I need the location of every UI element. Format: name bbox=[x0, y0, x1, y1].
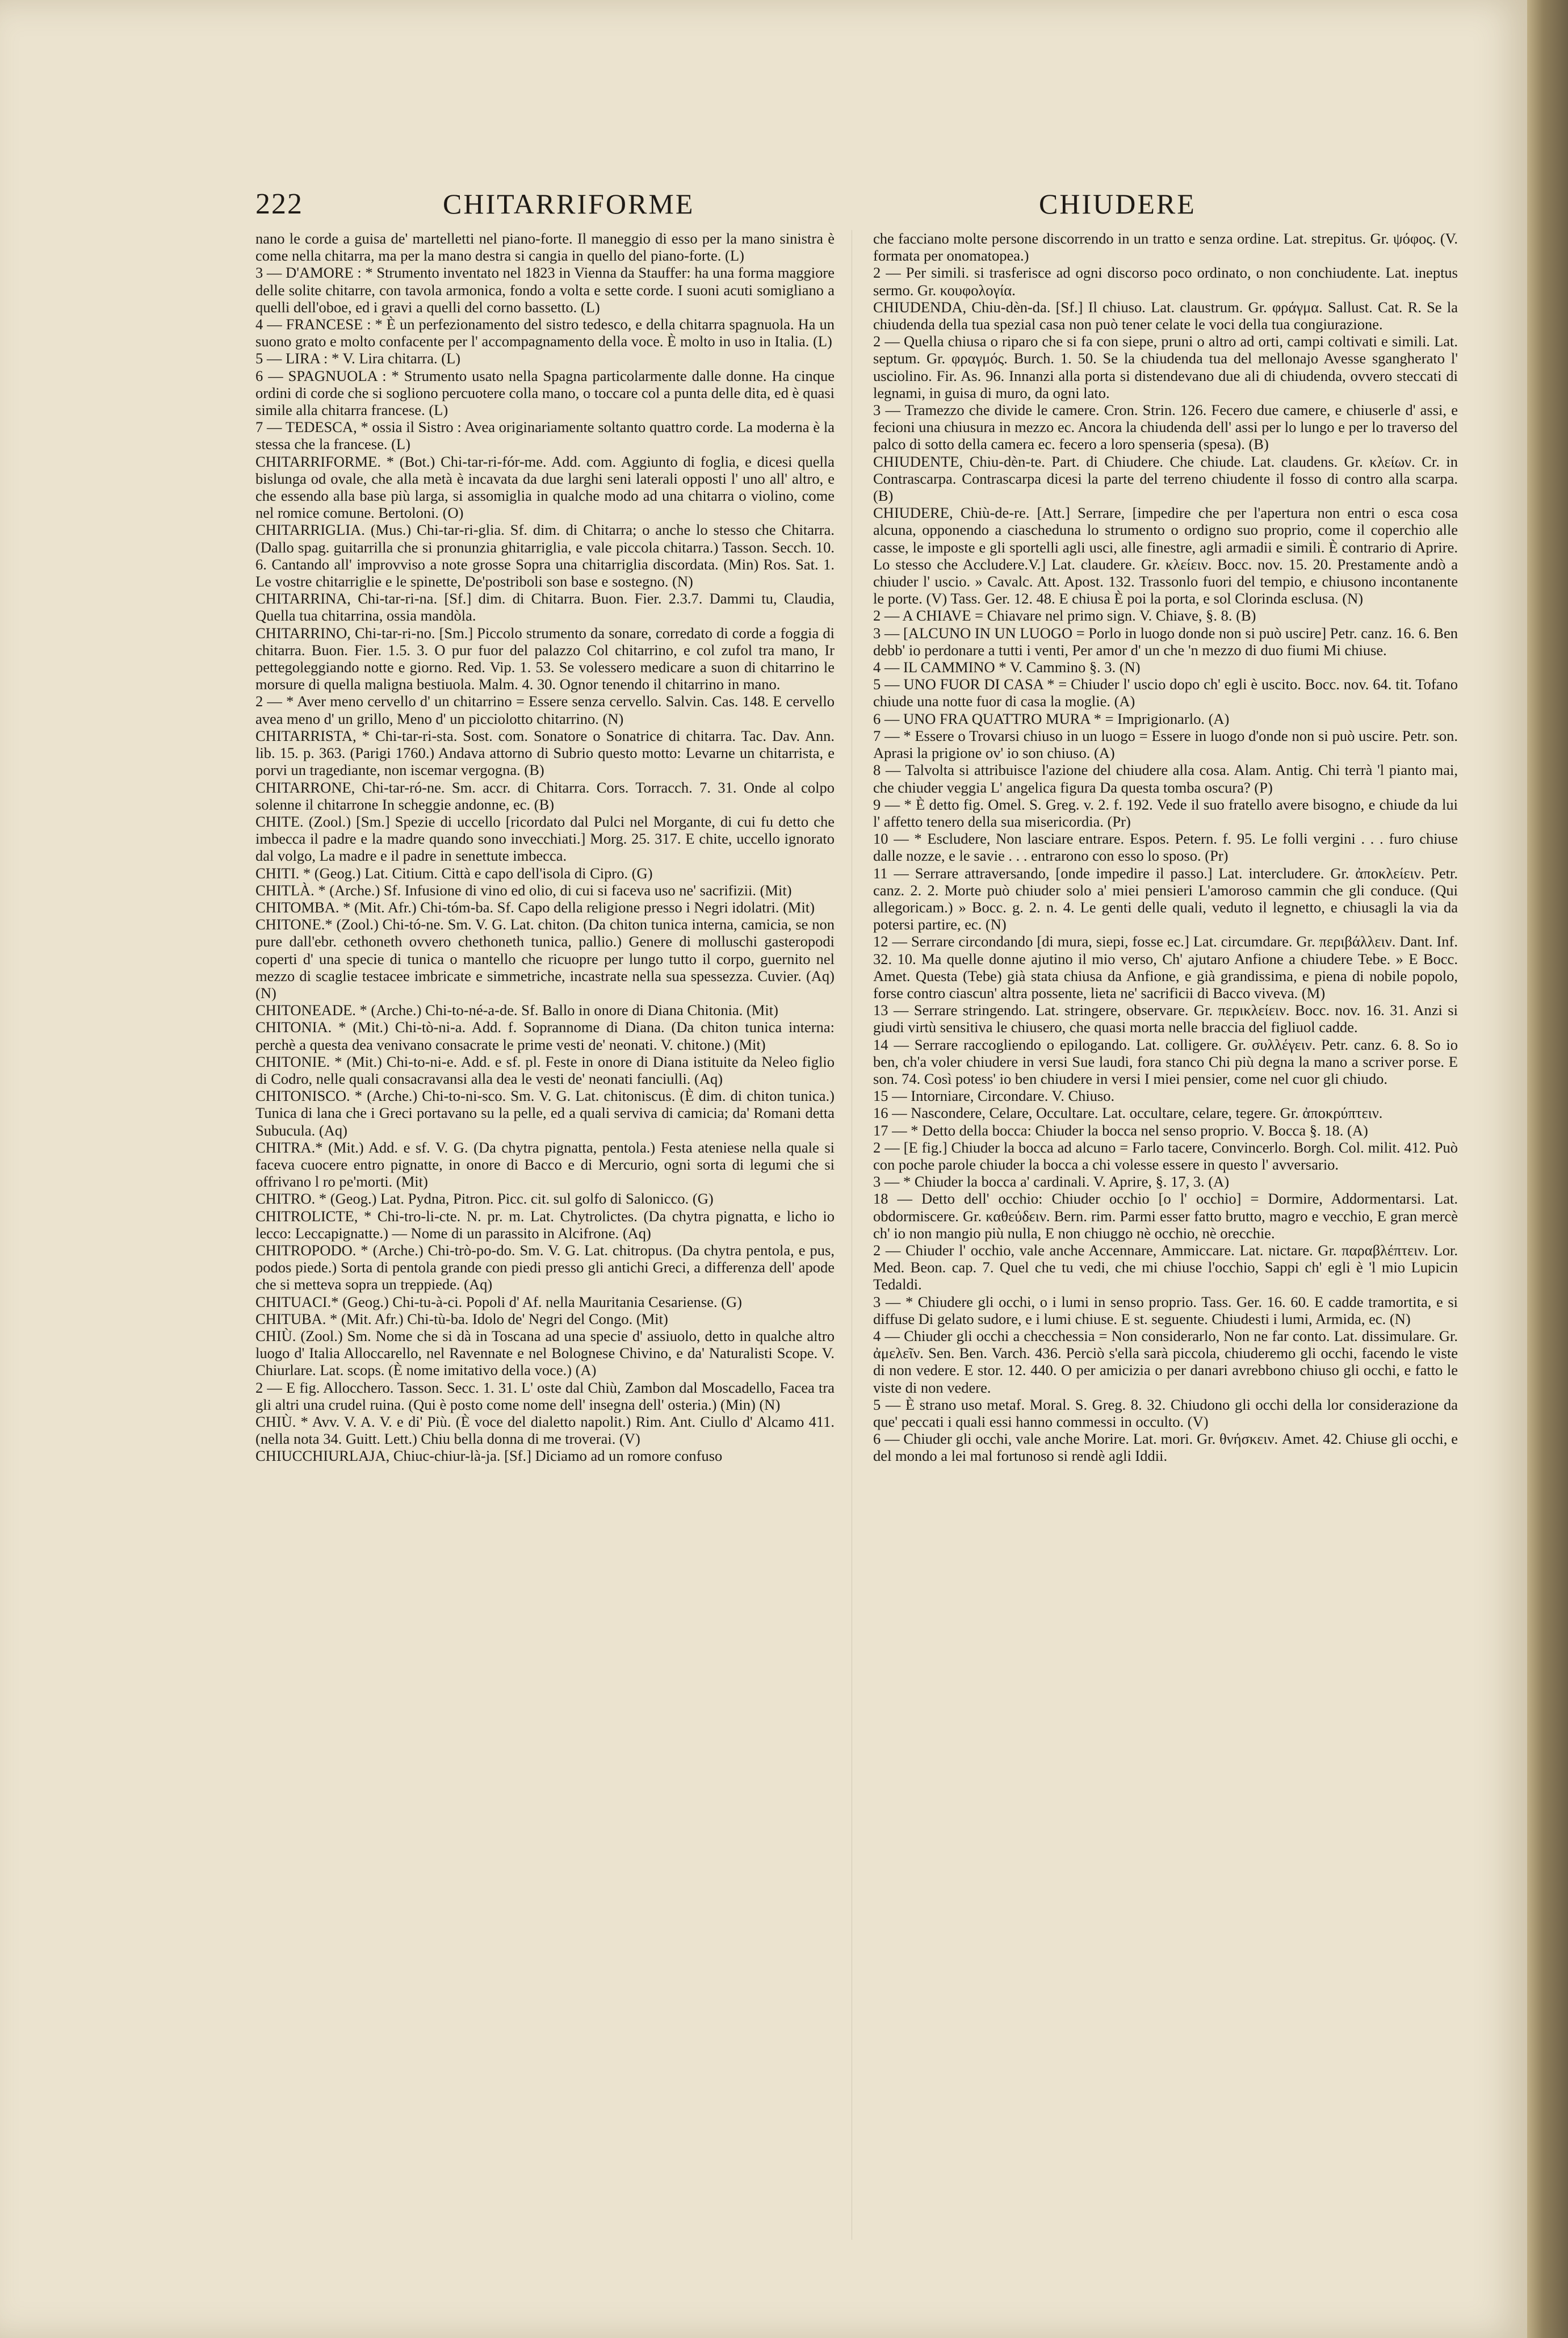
dictionary-entry: CHIÙ. (Zool.) Sm. Nome che si dà in Toscana ad una specie d' assiuolo, detto in qualche altro luogo d' Italia Alloccarello, nel Ravennate e nel Bolognese Chivino, e da' Naturalisti Scope. V. Chiurlare. Lat. scops. (È nome imitativo della voce.) (A) bbox=[255, 1327, 835, 1379]
dictionary-entry: CHITONISCO. * (Arche.) Chi-to-ni-sco. Sm. V. G. Lat. chitoniscus. (È dim. di chiton tunica.) Tunica di lana che i Greci portavano su la pelle, ed a quali serviva di camicia; da' Romani detta Subucula. (Aq) bbox=[255, 1087, 835, 1139]
dictionary-entry: CHIUDENDA, Chiu-dèn-da. [Sf.] Il chiuso. Lat. claustrum. Gr. φράγμα. Sallust. Cat. R. Se la chiudenda della tua spezial casa non può tener celate le voci della tua congiurazione. bbox=[873, 298, 1458, 333]
dictionary-entry: CHITARRONE, Chi-tar-ró-ne. Sm. accr. di Chitarra. Cors. Torracch. 7. 31. Onde al colpo solenne il chitarrone In scheggie andonne, ec. (B) bbox=[255, 778, 835, 813]
dictionary-entry: che facciano molte persone discorrendo in un tratto e senza ordine. Lat. strepitus. Gr. ψόφος. (V. formata per onomatopea.) bbox=[873, 230, 1458, 265]
dictionary-entry: CHITONE.* (Zool.) Chi-tó-ne. Sm. V. G. Lat. chiton. (Da chiton tunica interna, camicia, se non pure dall'ebr. cethoneth ovvero chethoneth tunica, pallio.) Genere di molluschi gasteropodi coperti d' una specie di tunica o mantello che ricuopre per lungo tutto il corpo, guernito nel mezzo di scaglie testacee imbricate e simmetriche, incastrate nella sua spessezza. Cuvier. (Aq) (N) bbox=[255, 916, 835, 1002]
dictionary-entry: 17 — * Detto della bocca: Chiuder la bocca nel senso proprio. V. Bocca §. 18. (A) bbox=[873, 1121, 1368, 1139]
dictionary-entry: CHITUACI.* (Geog.) Chi-tu-à-ci. Popoli d' Af. nella Mauritania Cesariense. (G) bbox=[255, 1293, 742, 1310]
dictionary-entry: CHITROPODO. * (Arche.) Chi-trò-po-do. Sm. V. G. Lat. chitropus. (Da chytra pentola, e pus, podos piede.) Sorta di pentola grande con piedi presso gli antichi Greci, a differenza dell' apode che si metteva sopra un treppiede. (Aq) bbox=[255, 1241, 835, 1293]
page-header bbox=[255, 187, 1487, 227]
dictionary-entry: CHITONIE. * (Mit.) Chi-to-ni-e. Add. e sf. pl. Feste in onore di Diana istituite da Neleo figlio di Codro, nelle quali consacravansi alla dea le vesti de' neonati fanciulli. (Aq) bbox=[255, 1053, 835, 1087]
dictionary-entry: 2 — E fig. Allocchero. Tasson. Secc. 1. 31. L' oste dal Chiù, Zambon dal Moscadello, Facea tra gli altri una crudel ruina. (Qui è posto come nome dell' insegna dell' osteria.) (Min) (N) bbox=[255, 1379, 835, 1413]
dictionary-entry: 6 — UNO FRA QUATTRO MURA * = Imprigionarlo. (A) bbox=[873, 710, 1230, 727]
dictionary-entry: 13 — Serrare stringendo. Lat. stringere, observare. Gr. περικλείειν. Bocc. nov. 16. 31. Anzi si giudi virtù sensitiva le chiusero, che quasi morta nelle braccia del figliuol cadde. bbox=[873, 1002, 1458, 1036]
book-spine-edge bbox=[1527, 0, 1568, 2338]
dictionary-entry: CHITARRINA, Chi-tar-ri-na. [Sf.] dim. di Chitarra. Buon. Fier. 2.3.7. Dammi tu, Claudia, Quella tua chitarrina, ossia mandòla. bbox=[255, 590, 835, 625]
dictionary-entry: 10 — * Escludere, Non lasciare entrare. Espos. Petern. f. 95. Le folli vergini . . . furo chiuse dalle nozze, e le savie . . . entrarono con esso lo sposo. (Pr) bbox=[873, 830, 1458, 865]
dictionary-entry: 6 — Chiuder gli occhi, vale anche Morire. Lat. mori. Gr. θνήσκειν. Amet. 42. Chiuse gli occhi, e del mondo a lei mal fortunoso si rendè agli Iddii. bbox=[873, 1430, 1458, 1465]
dictionary-entry: CHITARRISTA, * Chi-tar-ri-sta. Sost. com. Sonatore o Sonatrice di chitarra. Tac. Dav. Ann. lib. 15. p. 363. (Parigi 1760.) Andava attorno di Subrio questo motto: Levarne un chitarrista, e porvi un tragediante, non iscemar vergogna. (B) bbox=[255, 727, 835, 779]
dictionary-entry: 3 — D'AMORE : * Strumento inventato nel 1823 in Vienna da Stauffer: ha una forma maggiore delle solite chitarre, con tavola armonica, fondo a volta e sette corde. I suoni acuti somigliano a quelli dell'oboe, ed i gravi a quelli del corno bassetto. (L) bbox=[255, 264, 835, 316]
dictionary-entry: 16 — Nascondere, Celare, Occultare. Lat. occultare, celare, tegere. Gr. ἀποκρύπτειν. bbox=[873, 1104, 1383, 1122]
right-column bbox=[873, 230, 1458, 2251]
dictionary-entry: 3 — [ALCUNO IN UN LUOGO = Porlo in luogo donde non si può uscire] Petr. canz. 16. 6. Ben debb' io perdonare a tutti i venti, Per amor d' un che 'n mezzo di duo fiumi Mi chiuse. bbox=[873, 624, 1458, 659]
dictionary-entry: 7 — * Essere o Trovarsi chiuso in un luogo = Essere in luogo d'onde non si può uscire. Petr. son. Aprasi la prigione ov' io son chiuso. (A) bbox=[873, 727, 1458, 762]
dictionary-entry: CHITLÀ. * (Arche.) Sf. Infusione di vino ed olio, di cui si faceva uso ne' sacrifizii. (Mit) bbox=[255, 881, 792, 899]
dictionary-entry: 8 — Talvolta si attribuisce l'azione del chiudere alla cosa. Alam. Antig. Chi terrà 'l pianto mai, che chiuder veggia L' angelica figura Da questa tomba oscura? (P) bbox=[873, 761, 1458, 796]
dictionary-entry: 2 — [E fig.] Chiuder la bocca ad alcuno = Farlo tacere, Convincerlo. Borgh. Col. milit. 412. Può con poche parole chiuder la bocca a chi volesse essere in questo l' avversario. bbox=[873, 1138, 1458, 1173]
dictionary-entry: 14 — Serrare raccogliendo o epilogando. Lat. colligere. Gr. συλλέγειν. Petr. canz. 6. 8. So io ben, ch'a voler chiudere in versi Sue laudi, fora stanco Chi più degna la mano a scriver porse. E son. 74. Così potess' io ben chiudere in versi I miei pensier, come nel cuor gli chiudo. bbox=[873, 1036, 1458, 1087]
dictionary-entry: CHITE. (Zool.) [Sm.] Spezie di uccello [ricordato dal Pulci nel Morgante, di cui fu detto che imbecca il padre e la madre quando sono invecchiati.] Morg. 25. 317. E chite, uccello ignorato dal volgo, La madre e il padre in senettute imbecca. bbox=[255, 812, 835, 865]
dictionary-entry: CHITARRINO, Chi-tar-ri-no. [Sm.] Piccolo strumento da sonare, corredato di corde a foggia di chitarra. Buon. Fier. 1.5. 3. O pur fuor del palazzo Col chitarrino, e col zufol tra mano, Ir pettegoleggiando notte e giorno. Red. Vip. 1. 53. Se volessero medicare a suon di chitarrino le morsure di quella maligna bestiuola. Malm. 4. 30. Ognor tenendo il chitarrino in mano. bbox=[255, 624, 835, 693]
dictionary-entry: nano le corde a guisa de' martelletti nel piano-forte. Il maneggio di esso per la mano sinistra è come nella chitarra, ma per la mano destra si cangia in quello del piano-forte. (L) bbox=[255, 230, 835, 265]
left-column bbox=[255, 230, 835, 2251]
dictionary-entry: 3 — Tramezzo che divide le camere. Cron. Strin. 126. Fecero due camere, e chiuserle d' assi, e fecioni una chiusura in mezzo ec. Ancora la chiudenda dell' assi per lo lungo e per lo traverso del palco di sotto della camera ec. fecero a loro spenseria (spesa). (B) bbox=[873, 401, 1458, 453]
dictionary-entry: 2 — * Aver meno cervello d' un chitarrino = Essere senza cervello. Salvin. Cas. 148. E cervello avea meno d' un grillo, Meno d' un picciolotto chitarrino. (N) bbox=[255, 693, 835, 727]
dictionary-entry: CHIUCCHIURLAJA, Chiuc-chiur-là-ja. [Sf.] Diciamo ad un romore confuso bbox=[255, 1447, 723, 1465]
dictionary-entry: 18 — Detto dell' occhio: Chiuder occhio [o l' occhio] = Dormire, Addormentarsi. Lat. obdormiscere. Gr. καθεύδειν. Bern. rim. Parmi esser fatto brutto, magro e vecchio, E gran mercè ch' io non mangio più nulla, E non chiuggo nè occhio, nè orecchie. bbox=[873, 1190, 1458, 1242]
dictionary-entry: 9 — * È detto fig. Omel. S. Greg. v. 2. f. 192. Vede il suo fratello avere bisogno, e chiude da lui l' affetto tenero della sua misericordia. (Pr) bbox=[873, 795, 1458, 830]
dictionary-entry: 5 — LIRA : * V. Lira chitarra. (L) bbox=[255, 350, 461, 367]
dictionary-entry: 2 — Quella chiusa o riparo che si fa con siepe, pruni o altro ad orti, campi coltivati e simili. Lat. septum. Gr. φραγμός. Burch. 1. 50. Se la chiudenda tua del mellonajo Avesse sgangherato l' usciolino. Fir. As. 96. Innanzi alla porta si distendevano due ali di chiudenda, ovvero steccati di legnami, in guisa di muro, da ogni lato. bbox=[873, 333, 1458, 401]
dictionary-entry: 2 — A CHIAVE = Chiavare nel primo sign. V. Chiave, §. 8. (B) bbox=[873, 607, 1256, 625]
running-head-left: CHITARRIFORME bbox=[443, 188, 695, 220]
dictionary-entry: 5 — UNO FUOR DI CASA * = Chiuder l' uscio dopo ch' egli è uscito. Bocc. nov. 64. tit. Tofano chiude una notte fuor di casa la moglie. (A) bbox=[873, 676, 1458, 710]
dictionary-entry: 2 — Per simili. si trasferisce ad ogni discorso poco ordinato, o non conchiudente. Lat. ineptus sermo. Gr. κουφολογία. bbox=[873, 264, 1458, 299]
dictionary-entry: 3 — * Chiudere gli occhi, o i lumi in senso proprio. Tass. Ger. 16. 60. E cadde tramortita, e si diffuse Di gelato sudore, e i lumi chiuse. E st. seguente. Chiudesti i lumi, Armida, ec. (N) bbox=[873, 1293, 1458, 1327]
dictionary-entry: 11 — Serrare attraversando, [onde impedire il passo.] Lat. intercludere. Gr. ἀποκλείειν. Petr. canz. 2. 2. Morte può chiuder solo a' miei pensieri L'amoroso cammin che gli conduce. (Qui allegoricam.) » Bocc. g. 2. n. 4. Le genti delle quali, veduto il legnetto, e chiusagli la via da potersi partire, ec. (N) bbox=[873, 864, 1458, 933]
dictionary-entry: 12 — Serrare circondando [di mura, siepi, fosse ec.] Lat. circumdare. Gr. περιβάλλειν. Dant. Inf. 32. 10. Ma quelle donne ajutino il mio verso, Ch' ajutaro Anfione a chiudere Tebe. » E Bocc. Amet. Questa (Tebe) già stata chiusa da Anfione, e già grandissima, e piena di nobile popolo, forse contro ciascun' altra possente, lieta ne' sacrificii di Bacco viveva. (M) bbox=[873, 933, 1458, 1002]
dictionary-entry: 4 — FRANCESE : * È un perfezionamento del sistro tedesco, e della chitarra spagnuola. Ha un suono grato e molto confacente per l' accompagnamento della voce. È molto in uso in Italia. (L) bbox=[255, 316, 835, 350]
dictionary-entry: CHITI. * (Geog.) Lat. Citium. Città e capo dell'isola di Cipro. (G) bbox=[255, 864, 653, 882]
dictionary-entry: CHITONEADE. * (Arche.) Chi-to-né-a-de. Sf. Ballo in onore di Diana Chitonia. (Mit) bbox=[255, 1002, 778, 1019]
dictionary-entry: 2 — Chiuder l' occhio, vale anche Accennare, Ammiccare. Lat. nictare. Gr. παραβλέπτειν. Lor. Med. Beon. cap. 7. Quel che tu vedi, che mi chiuse l'occhio, Sappi ch' egli è 'l mio Lupicin Tedaldi. bbox=[873, 1241, 1458, 1293]
dictionary-entry: 15 — Intorniare, Circondare. V. Chiuso. bbox=[873, 1087, 1115, 1105]
dictionary-entry: 3 — * Chiuder la bocca a' cardinali. V. Aprire, §. 17, 3. (A) bbox=[873, 1173, 1230, 1191]
dictionary-entry: CHITARRIFORME. * (Bot.) Chi-tar-ri-fór-me. Add. com. Aggiunto di foglia, e dicesi quella bislunga od ovale, che alla metà è incavata da due larghi seni laterali opposti l' uno all' altro, e che essendo alla base più larga, si assomiglia in qualche modo ad una chitarra o violino, come nel romice comune. Bertoloni. (O) bbox=[255, 452, 835, 522]
dictionary-entry: CHITRA.* (Mit.) Add. e sf. V. G. (Da chytra pignatta, pentola.) Festa ateniese nella quale si faceva cuocere entro pignatte, in onore di Bacco e di Mercurio, ogni sorta di legumi che si offrivano l ro pe'morti. (Mit) bbox=[255, 1138, 835, 1191]
dictionary-entry: 4 — Chiuder gli occhi a checchessia = Non considerarlo, Non ne far conto. Lat. dissimulare. Gr. ἀμελεῖν. Sen. Ben. Varch. 436. Perciò s'ella sarà piccola, chiuderemo gli occhi, facendo le viste di non vedere. E stor. 12. 440. O per amicizia o per danari avrebbono chiuso gli occhi, e fatto le viste di non vedere. bbox=[873, 1327, 1458, 1396]
page-number: 222 bbox=[255, 188, 303, 220]
running-head-right: CHIUDERE bbox=[1039, 188, 1196, 220]
dictionary-entry: 4 — IL CAMMINO * V. Cammino §. 3. (N) bbox=[873, 659, 1141, 676]
dictionary-entry: CHITONIA. * (Mit.) Chi-tò-ni-a. Add. f. Soprannome di Diana. (Da chiton tunica interna: perchè a questa dea venivano consacrate le prime vesti de' neonati. V. chitone.) (Mit) bbox=[255, 1019, 835, 1053]
dictionary-entry: CHITARRIGLIA. (Mus.) Chi-tar-ri-glia. Sf. dim. di Chitarra; o anche lo stesso che Chitarra. (Dallo spag. guitarrilla che si pronunzia ghitarriglia, e vale piccola chitarra.) Tasson. Secch. 10. 6. Cantando all' improvviso a note grosse Sopra una chitarriglia discordata. (Min) Ros. Sat. 1. Le vostre chitarriglie e le spinette, De'postriboli son base e sostegno. (N) bbox=[255, 521, 835, 590]
dictionary-entry: CHITUBA. * (Mit. Afr.) Chi-tù-ba. Idolo de' Negri del Congo. (Mit) bbox=[255, 1310, 668, 1327]
dictionary-entry: CHITRO. * (Geog.) Lat. Pydna, Pitron. Picc. cit. sul golfo di Salonicco. (G) bbox=[255, 1190, 714, 1208]
dictionary-entry: 6 — SPAGNUOLA : * Strumento usato nella Spagna particolarmente dalle donne. Ha cinque ordini di corde che si sogliono percuotere colla mano, o toccare col a punta delle dita, ed è quasi simile alla chitarra francese. (L) bbox=[255, 367, 835, 419]
dictionary-entry: CHIUDERE, Chiù-de-re. [Att.] Serrare, [impedire che per l'apertura non entri o esca cosa alcuna, opponendo a ciascheduna lo strumento o ordigno suo proprio, come il coperchio alle casse, le imposte e gli sportelli agli usci, alle finestre, agli armadii e simili. È contrario di Aprire. Lo stesso che Accludere.V.] Lat. claudere. Gr. κλείειν. Bocc. nov. 15. 20. Prestamente andò a chiuder l' uscio. » Cavalc. Att. Apost. 132. Trassonlo fuori del tempio, e chiusono incontanente le porte. (V) Tass. Ger. 12. 48. E chiusa È poi la porta, e sol Clorinda esclusa. (N) bbox=[873, 504, 1458, 607]
dictionary-entry: CHITROLICTE, * Chi-tro-li-cte. N. pr. m. Lat. Chytrolictes. (Da chytra pignatta, e licho io lecco: Leccapignatte.) — Nome di un parassito in Alcifrone. (Aq) bbox=[255, 1207, 835, 1242]
dictionary-entry: CHITOMBA. * (Mit. Afr.) Chi-tóm-ba. Sf. Capo della religione presso i Negri idolatri. (Mit) bbox=[255, 898, 815, 916]
dictionary-entry: 5 — È strano uso metaf. Moral. S. Greg. 8. 32. Chiudono gli occhi della lor considerazione da que' peccati i quali essi hanno commessi in occulto. (V) bbox=[873, 1396, 1458, 1431]
dictionary-entry: CHIUDENTE, Chiu-dèn-te. Part. di Chiudere. Che chiude. Lat. claudens. Gr. κλείων. Cr. in Contrascarpa. Contrascarpa dicesi la parte del terreno chiudente il fosso di contro alla scarpa. (B) bbox=[873, 452, 1458, 505]
dictionary-entry: CHIÙ. * Avv. V. A. V. e di' Più. (È voce del dialetto napolit.) Rim. Ant. Ciullo d' Alcamo 411. (nella nota 34. Guitt. Lett.) Chiu bella donna di me troverai. (V) bbox=[255, 1413, 835, 1448]
dictionary-entry: 7 — TEDESCA, * ossia il Sistro : Avea originariamente soltanto quattro corde. La moderna è la stessa che la francese. (L) bbox=[255, 418, 835, 453]
